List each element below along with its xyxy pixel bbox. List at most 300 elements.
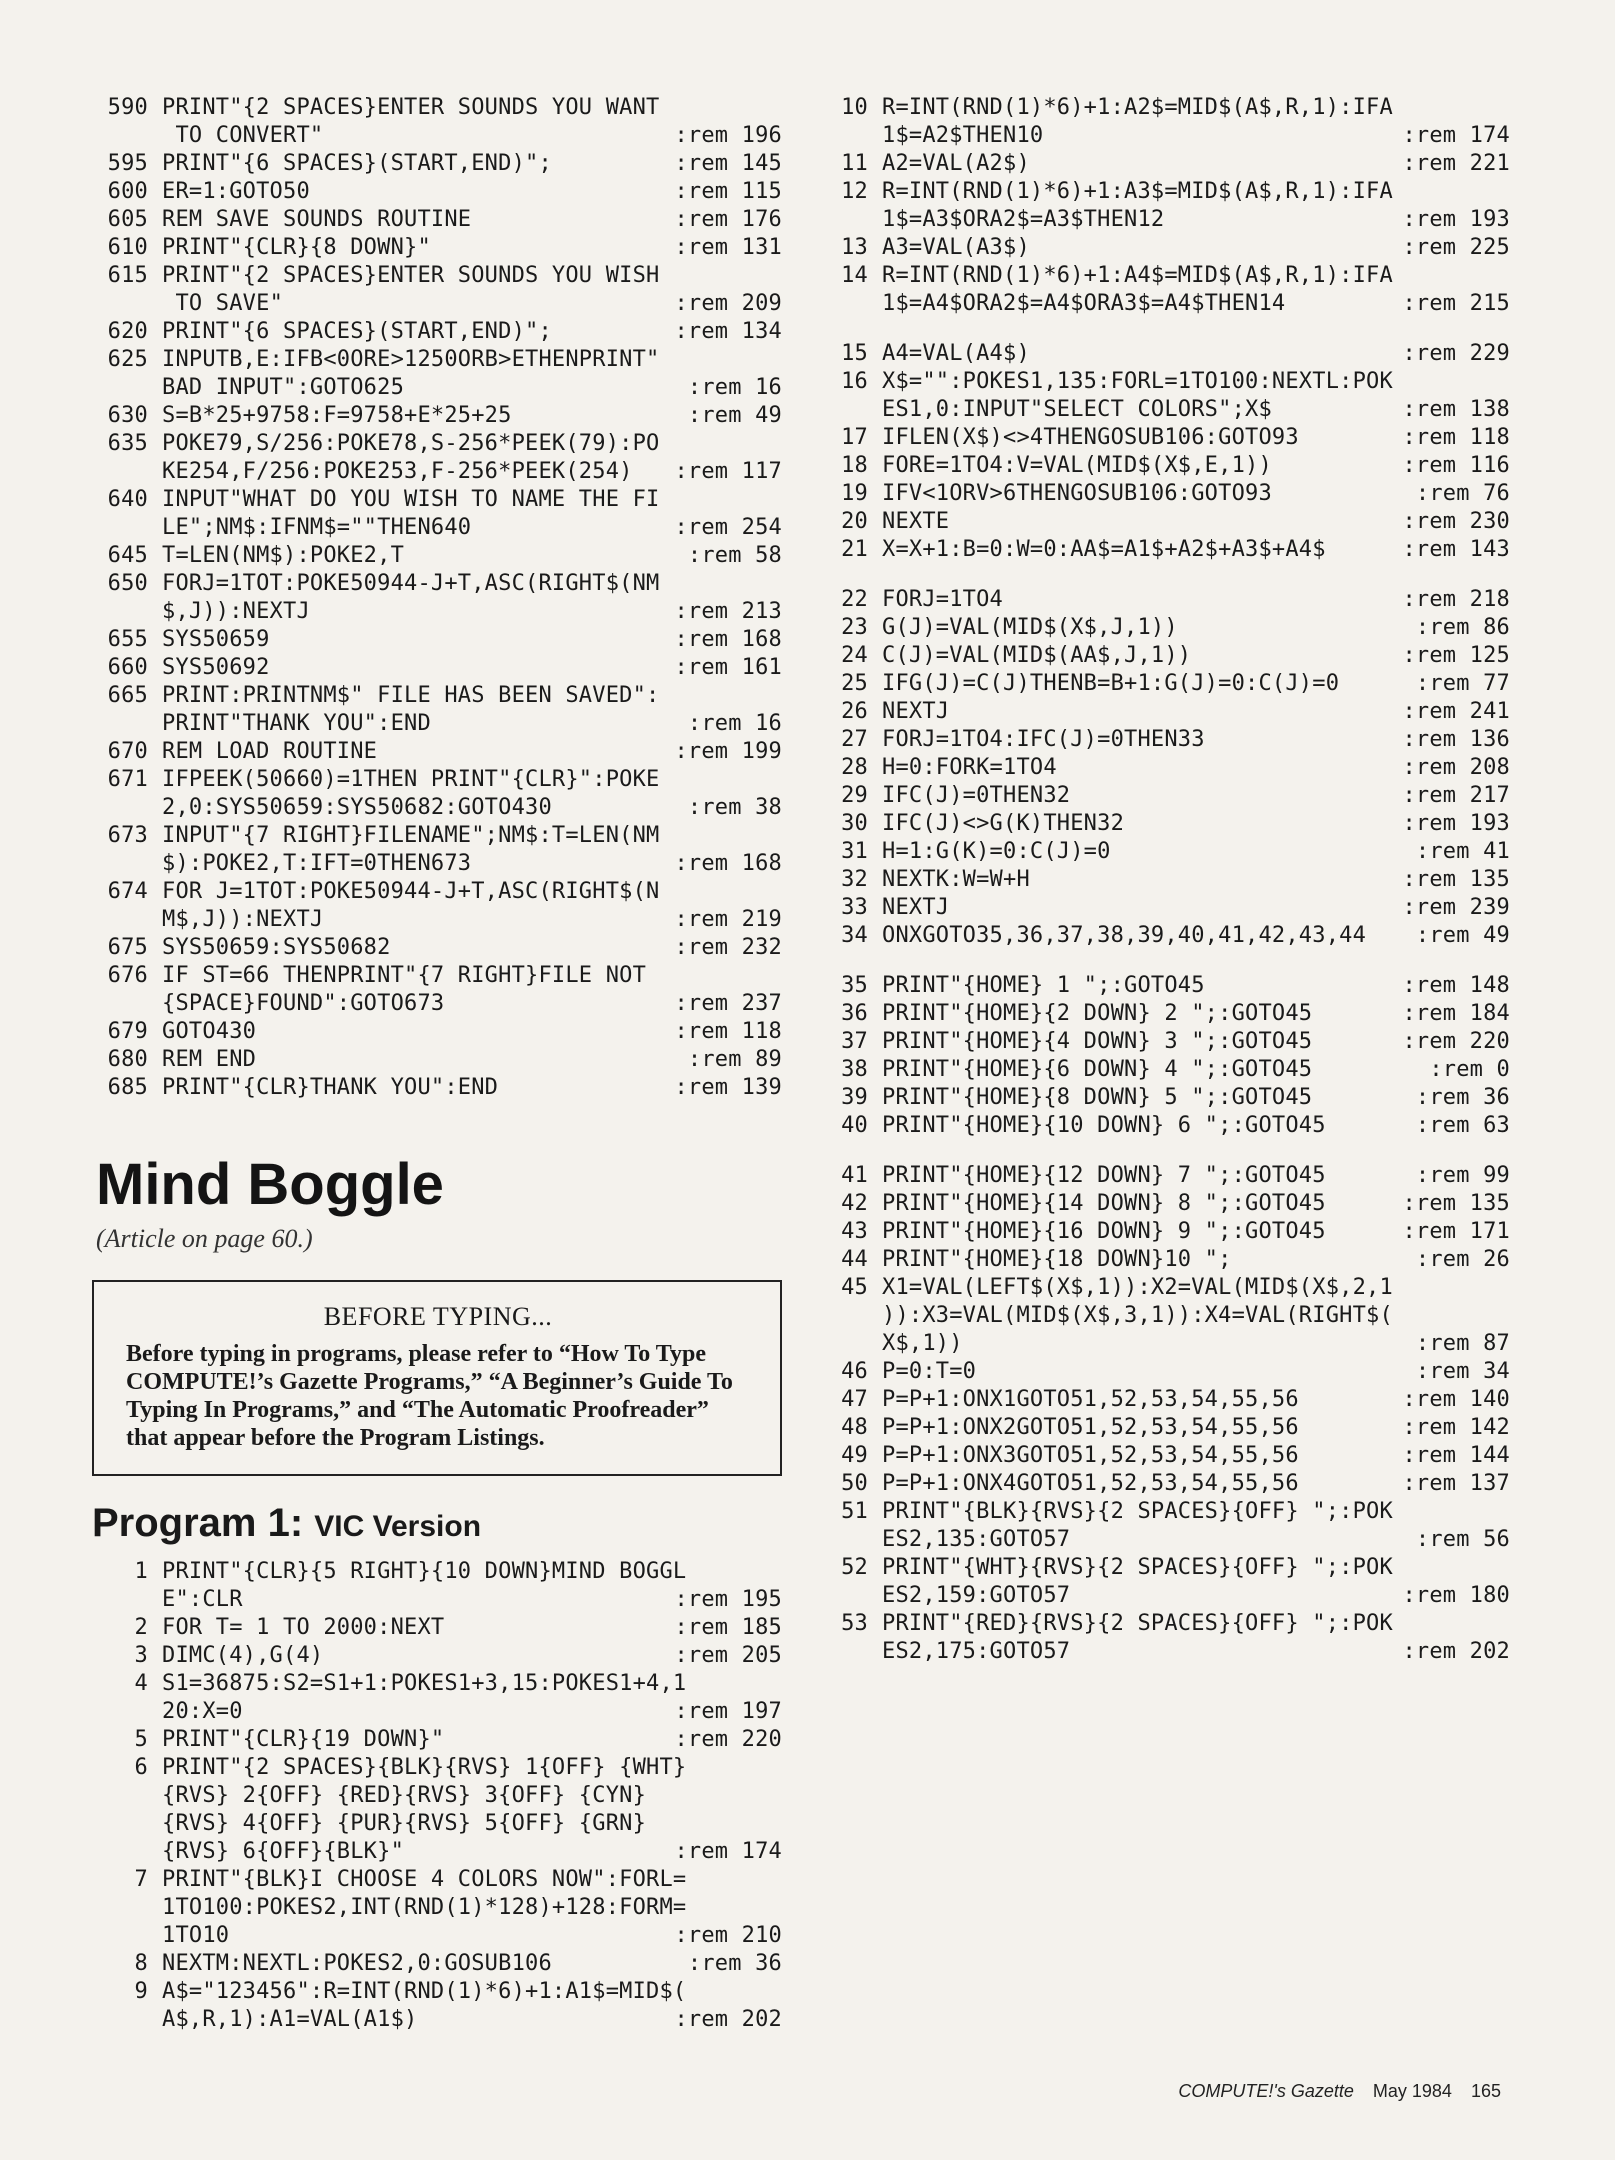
line-number: 665 (107, 683, 148, 708)
line-number: 24 (841, 643, 868, 668)
code-line (820, 810, 1510, 838)
checksum-rem: :rem 58 (680, 542, 782, 570)
line-number: 16 (841, 369, 868, 394)
line-number: 10 (841, 95, 868, 120)
checksum-rem: :rem 168 (666, 626, 782, 654)
code-line (820, 614, 1510, 642)
checksum-rem: :rem 225 (1394, 234, 1510, 262)
code-text: FORJ=1TO4 (882, 587, 1004, 612)
checksum-rem: :rem 202 (666, 2006, 782, 2034)
line-number: 650 (107, 571, 148, 596)
code-line (820, 586, 1510, 614)
line-number: 590 (107, 95, 148, 120)
line-number: 645 (107, 543, 148, 568)
code-text: PRINT"{2 SPACES}ENTER SOUNDS YOU WANT TO CONVERT" (162, 95, 660, 148)
checksum-rem: :rem 254 (666, 514, 782, 542)
code-line (92, 934, 782, 962)
code-text: INPUTB,E:IFB<0ORE>1250ORB>ETHENPRINT" BAD INPUT":GOTO625 (162, 347, 660, 400)
code-line (92, 318, 782, 346)
line-number: 52 (841, 1555, 868, 1580)
footer-page-number: 165 (1470, 2081, 1501, 2101)
code-line (92, 626, 782, 654)
code-line (92, 822, 782, 878)
code-text: H=0:FORK=1TO4 (882, 755, 1057, 780)
code-line (92, 682, 782, 738)
checksum-rem: :rem 49 (1408, 922, 1510, 950)
checksum-rem: :rem 131 (666, 234, 782, 262)
code-text: P=0:T=0 (882, 1359, 977, 1384)
code-line (820, 1190, 1510, 1218)
line-number: 620 (107, 319, 148, 344)
code-line (820, 754, 1510, 782)
code-text: REM SAVE SOUNDS ROUTINE (162, 207, 472, 232)
before-typing-box (92, 1280, 782, 1476)
code-line (92, 430, 782, 486)
code-text: ONXGOTO35,36,37,38,39,40,41,42,43,44 (882, 923, 1367, 948)
code-text: A2=VAL(A2$) (882, 151, 1030, 176)
line-number: 27 (841, 727, 868, 752)
code-line (92, 150, 782, 178)
checksum-rem: :rem 138 (1394, 396, 1510, 424)
code-line (820, 1358, 1510, 1386)
code-line (92, 878, 782, 934)
checksum-rem: :rem 136 (1394, 726, 1510, 754)
code-line (92, 1046, 782, 1074)
line-number: 615 (107, 263, 148, 288)
code-text: A4=VAL(A4$) (882, 341, 1030, 366)
checksum-rem: :rem 215 (1394, 290, 1510, 318)
line-number: 676 (107, 963, 148, 988)
checksum-rem: :rem 199 (666, 738, 782, 766)
line-number: 15 (841, 341, 868, 366)
checksum-rem: :rem 232 (666, 934, 782, 962)
checksum-rem: :rem 239 (1394, 894, 1510, 922)
code-text: PRINT"{2 SPACES}{BLK}{RVS} 1{OFF} {WHT} {RVS} 2{OFF} {RED}{RVS} 3{OFF} {CYN} {RVS} 4{OFF} {PUR}{RVS} 5{OFF} {GRN} {RVS} 6{OFF}{BLK}" (162, 1755, 687, 1864)
code-text: R=INT(RND(1)*6)+1:A3$=MID$(A$,R,1):IFA 1$=A3$ORA2$=A3$THEN12 (882, 179, 1393, 232)
code-line (92, 1074, 782, 1102)
code-line (820, 922, 1510, 950)
code-text: NEXTJ (882, 895, 950, 920)
line-number: 33 (841, 895, 868, 920)
line-number: 44 (841, 1247, 868, 1272)
code-text: R=INT(RND(1)*6)+1:A2$=MID$(A$,R,1):IFA 1$=A2$THEN10 (882, 95, 1393, 148)
checksum-rem: :rem 202 (1394, 1638, 1510, 1666)
code-text: FORJ=1TOT:POKE50944-J+T,ASC(RIGHT$(NM $,J)):NEXTJ (162, 571, 660, 624)
line-number: 28 (841, 755, 868, 780)
code-text: INPUT"{7 RIGHT}FILENAME";NM$:T=LEN(NM $):POKE2,T:IFT=0THEN673 (162, 823, 660, 876)
line-number: 31 (841, 839, 868, 864)
checksum-rem: :rem 145 (666, 150, 782, 178)
code-line (92, 570, 782, 626)
code-text: FOR T= 1 TO 2000:NEXT (162, 1615, 445, 1640)
line-number: 5 (134, 1727, 148, 1752)
line-number: 625 (107, 347, 148, 372)
code-line (820, 642, 1510, 670)
checksum-rem: :rem 38 (680, 794, 782, 822)
line-number: 4 (134, 1671, 148, 1696)
code-text: NEXTM:NEXTL:POKES2,0:GOSUB106 (162, 1951, 552, 1976)
code-line (820, 1056, 1510, 1084)
code-text: FORE=1TO4:V=VAL(MID$(X$,E,1)) (882, 453, 1272, 478)
checksum-rem: :rem 36 (1408, 1084, 1510, 1112)
code-text: P=P+1:ONX3GOTO51,52,53,54,55,56 (882, 1443, 1299, 1468)
code-text: SYS50659 (162, 627, 270, 652)
code-text: PRINT"{6 SPACES}(START,END)"; (162, 319, 552, 344)
code-line (820, 1386, 1510, 1414)
checksum-rem: :rem 139 (666, 1074, 782, 1102)
code-text: PRINT"{WHT}{RVS}{2 SPACES}{OFF} ";:POK ES2,159:GOTO57 (882, 1555, 1393, 1608)
code-line (92, 766, 782, 822)
checksum-rem: :rem 140 (1394, 1386, 1510, 1414)
code-line (92, 346, 782, 402)
code-text: REM LOAD ROUTINE (162, 739, 378, 764)
code-text: IFG(J)=C(J)THENB=B+1:G(J)=0:C(J)=0 (882, 671, 1340, 696)
line-number: 685 (107, 1075, 148, 1100)
line-number: 34 (841, 923, 868, 948)
checksum-rem: :rem 174 (666, 1838, 782, 1866)
code-line (92, 1754, 782, 1866)
code-line (92, 654, 782, 682)
footer-issue: May 1984 (1372, 2081, 1452, 2101)
line-number: 3 (134, 1643, 148, 1668)
code-text: H=1:G(K)=0:C(J)=0 (882, 839, 1111, 864)
article-page-reference: (Article on page 60.) (96, 1224, 313, 1253)
code-text: P=P+1:ONX1GOTO51,52,53,54,55,56 (882, 1387, 1299, 1412)
code-text: P=P+1:ONX4GOTO51,52,53,54,55,56 (882, 1471, 1299, 1496)
code-text: PRINT"{HOME}{14 DOWN} 8 ";:GOTO45 (882, 1191, 1326, 1216)
checksum-rem: :rem 209 (666, 290, 782, 318)
checksum-rem: :rem 116 (1394, 452, 1510, 480)
checksum-rem: :rem 176 (666, 206, 782, 234)
line-number: 50 (841, 1471, 868, 1496)
code-line (820, 1084, 1510, 1112)
code-text: GOTO430 (162, 1019, 257, 1044)
code-text: X$="":POKES1,135:FORL=1TO100:NEXTL:POK ES1,0:INPUT"SELECT COLORS";X$ (882, 369, 1393, 422)
code-line (92, 262, 782, 318)
line-number: 605 (107, 207, 148, 232)
line-number: 47 (841, 1387, 868, 1412)
line-number: 674 (107, 879, 148, 904)
code-text: PRINT"{HOME}{6 DOWN} 4 ";:GOTO45 (882, 1057, 1313, 1082)
checksum-rem: :rem 34 (1408, 1358, 1510, 1386)
code-line (92, 1642, 782, 1670)
code-text: IFPEEK(50660)=1THEN PRINT"{CLR}":POKE 2,0:SYS50659:SYS50682:GOTO430 (162, 767, 660, 820)
code-text: PRINT"{HOME}{16 DOWN} 9 ";:GOTO45 (882, 1219, 1326, 1244)
checksum-rem: :rem 0 (1421, 1056, 1510, 1084)
checksum-rem: :rem 205 (666, 1642, 782, 1670)
code-line (820, 670, 1510, 698)
code-line (820, 1442, 1510, 1470)
line-number: 51 (841, 1499, 868, 1524)
checksum-rem: :rem 221 (1394, 150, 1510, 178)
line-number: 660 (107, 655, 148, 680)
line-number: 610 (107, 235, 148, 260)
code-text: PRINT"{HOME}{12 DOWN} 7 ";:GOTO45 (882, 1163, 1326, 1188)
code-line (820, 262, 1510, 318)
line-number: 39 (841, 1085, 868, 1110)
code-text: IFV<1ORV>6THENGOSUB106:GOTO93 (882, 481, 1272, 506)
right-column (820, 94, 1510, 1666)
line-number: 45 (841, 1275, 868, 1300)
checksum-rem: :rem 87 (1408, 1330, 1510, 1358)
code-text: G(J)=VAL(MID$(X$,J,1)) (882, 615, 1178, 640)
code-text: PRINT"{CLR}{19 DOWN}" (162, 1727, 445, 1752)
checksum-rem: :rem 135 (1394, 866, 1510, 894)
checksum-rem: :rem 193 (1394, 206, 1510, 234)
code-line (92, 1866, 782, 1950)
footer-publication: COMPUTE!'s Gazette (1178, 2081, 1354, 2101)
checksum-rem: :rem 193 (1394, 810, 1510, 838)
code-line (92, 1950, 782, 1978)
code-text: FOR J=1TOT:POKE50944-J+T,ASC(RIGHT$(N M$,J)):NEXTJ (162, 879, 660, 932)
code-line (92, 94, 782, 150)
code-text: ER=1:GOTO50 (162, 179, 310, 204)
code-text: PRINT"{CLR}{8 DOWN}" (162, 235, 431, 260)
code-text: POKE79,S/256:POKE78,S-256*PEEK(79):PO KE254,F/256:POKE253,F-256*PEEK(254) (162, 431, 660, 484)
code-text: R=INT(RND(1)*6)+1:A4$=MID$(A$,R,1):IFA 1$=A4$ORA2$=A4$ORA3$=A4$THEN14 (882, 263, 1393, 316)
line-number: 41 (841, 1163, 868, 1188)
program1-listing-continued (820, 94, 1510, 1666)
checksum-rem: :rem 195 (666, 1586, 782, 1614)
code-line (820, 452, 1510, 480)
code-line (92, 738, 782, 766)
code-line (820, 536, 1510, 564)
checksum-rem: :rem 26 (1408, 1246, 1510, 1274)
checksum-rem: :rem 148 (1394, 972, 1510, 1000)
line-number: 38 (841, 1057, 868, 1082)
checksum-rem: :rem 99 (1408, 1162, 1510, 1190)
checksum-rem: :rem 196 (666, 122, 782, 150)
code-line (820, 1554, 1510, 1610)
code-text: INPUT"WHAT DO YOU WISH TO NAME THE FI LE";NM$:IFNM$=""THEN640 (162, 487, 660, 540)
code-line (820, 424, 1510, 452)
code-line (820, 1414, 1510, 1442)
code-line (92, 1558, 782, 1614)
checksum-rem: :rem 230 (1394, 508, 1510, 536)
code-line (820, 1470, 1510, 1498)
code-line (820, 340, 1510, 368)
line-number: 40 (841, 1113, 868, 1138)
code-line (820, 894, 1510, 922)
line-number: 671 (107, 767, 148, 792)
code-line (92, 234, 782, 262)
code-line (820, 782, 1510, 810)
code-text: PRINT"{RED}{RVS}{2 SPACES}{OFF} ";:POK ES2,175:GOTO57 (882, 1611, 1393, 1664)
checksum-rem: :rem 77 (1408, 670, 1510, 698)
checksum-rem: :rem 142 (1394, 1414, 1510, 1442)
code-line (820, 1218, 1510, 1246)
code-text: NEXTK:W=W+H (882, 867, 1030, 892)
code-line (92, 542, 782, 570)
code-text: REM END (162, 1047, 257, 1072)
code-line (820, 234, 1510, 262)
line-number: 670 (107, 739, 148, 764)
line-number: 42 (841, 1191, 868, 1216)
code-line (820, 1246, 1510, 1274)
checksum-rem: :rem 213 (666, 598, 782, 626)
code-line (820, 1610, 1510, 1666)
checksum-rem: :rem 76 (1408, 480, 1510, 508)
checksum-rem: :rem 41 (1408, 838, 1510, 866)
code-text: FORJ=1TO4:IFC(J)=0THEN33 (882, 727, 1205, 752)
code-text: PRINT:PRINTNM$" FILE HAS BEEN SAVED": PRINT"THANK YOU":END (162, 683, 660, 736)
line-number: 679 (107, 1019, 148, 1044)
code-line (820, 838, 1510, 866)
code-line (820, 1162, 1510, 1190)
line-number: 630 (107, 403, 148, 428)
program-listing-continued (92, 94, 782, 1102)
code-text: PRINT"{BLK}{RVS}{2 SPACES}{OFF} ";:POK ES2,135:GOTO57 (882, 1499, 1393, 1552)
line-number: 17 (841, 425, 868, 450)
line-number: 46 (841, 1359, 868, 1384)
code-text: P=P+1:ONX2GOTO51,52,53,54,55,56 (882, 1415, 1299, 1440)
code-text: PRINT"{BLK}I CHOOSE 4 COLORS NOW":FORL= 1TO100:POKES2,INT(RND(1)*128)+128:FORM= 1TO10 (162, 1867, 687, 1948)
checksum-rem: :rem 135 (1394, 1190, 1510, 1218)
checksum-rem: :rem 118 (1394, 424, 1510, 452)
line-number: 6 (134, 1755, 148, 1780)
box-text: Before typing in programs, please refer to “How To Type COMPUTE!’s Gazette Programs,” “A Beginner’s Guide To Typing In Programs,” and “The Automatic Proofreader” that appear before the Program Listings. (126, 1341, 733, 1451)
line-number: 595 (107, 151, 148, 176)
code-text: PRINT"{HOME}{10 DOWN} 6 ";:GOTO45 (882, 1113, 1326, 1138)
code-text: IF ST=66 THENPRINT"{7 RIGHT}FILE NOT {SPACE}FOUND":GOTO673 (162, 963, 647, 1016)
checksum-rem: :rem 168 (666, 850, 782, 878)
program-version: VIC Version (314, 1510, 482, 1543)
code-text: DIMC(4),G(4) (162, 1643, 324, 1668)
line-number: 640 (107, 487, 148, 512)
code-line (820, 368, 1510, 424)
code-line (820, 698, 1510, 726)
code-line (92, 1978, 782, 2034)
line-number: 13 (841, 235, 868, 260)
checksum-rem: :rem 137 (1394, 1470, 1510, 1498)
code-text: IFC(J)<>G(K)THEN32 (882, 811, 1125, 836)
checksum-rem: :rem 217 (1394, 782, 1510, 810)
code-text: A3=VAL(A3$) (882, 235, 1030, 260)
code-text: IFLEN(X$)<>4THENGOSUB106:GOTO93 (882, 425, 1299, 450)
code-line (820, 1274, 1510, 1358)
code-text: X1=VAL(LEFT$(X$,1)):X2=VAL(MID$(X$,2,1 )):X3=VAL(MID$(X$,3,1)):X4=VAL(RIGHT$( X$,1)) (882, 1275, 1393, 1356)
line-number: 9 (134, 1979, 148, 2004)
checksum-rem: :rem 218 (1394, 586, 1510, 614)
code-text: PRINT"{6 SPACES}(START,END)"; (162, 151, 552, 176)
line-number: 11 (841, 151, 868, 176)
code-line (92, 178, 782, 206)
line-number: 20 (841, 509, 868, 534)
code-text: PRINT"{HOME}{8 DOWN} 5 ";:GOTO45 (882, 1085, 1313, 1110)
line-number: 18 (841, 453, 868, 478)
left-column (92, 94, 782, 2034)
checksum-rem: :rem 171 (1394, 1218, 1510, 1246)
checksum-rem: :rem 125 (1394, 642, 1510, 670)
checksum-rem: :rem 220 (666, 1726, 782, 1754)
code-line (820, 726, 1510, 754)
line-number: 32 (841, 867, 868, 892)
code-text: X=X+1:B=0:W=0:AA$=A1$+A2$+A3$+A4$ (882, 537, 1326, 562)
code-line (92, 1670, 782, 1726)
code-line (92, 486, 782, 542)
line-number: 12 (841, 179, 868, 204)
line-number: 26 (841, 699, 868, 724)
code-line (820, 150, 1510, 178)
checksum-rem: :rem 174 (1394, 122, 1510, 150)
code-text: PRINT"{HOME}{4 DOWN} 3 ";:GOTO45 (882, 1029, 1313, 1054)
line-number: 600 (107, 179, 148, 204)
line-number: 37 (841, 1029, 868, 1054)
checksum-rem: :rem 118 (666, 1018, 782, 1046)
code-text: NEXTE (882, 509, 950, 534)
checksum-rem: :rem 219 (666, 906, 782, 934)
checksum-rem: :rem 143 (1394, 536, 1510, 564)
checksum-rem: :rem 161 (666, 654, 782, 682)
code-text: SYS50659:SYS50682 (162, 935, 391, 960)
code-text: PRINT"{HOME}{2 DOWN} 2 ";:GOTO45 (882, 1001, 1313, 1026)
checksum-rem: :rem 144 (1394, 1442, 1510, 1470)
checksum-rem: :rem 180 (1394, 1582, 1510, 1610)
line-number: 35 (841, 973, 868, 998)
line-number: 30 (841, 811, 868, 836)
code-text: S1=36875:S2=S1+1:POKES1+3,15:POKES1+4,1 20:X=0 (162, 1671, 687, 1724)
checksum-rem: :rem 185 (666, 1614, 782, 1642)
checksum-rem: :rem 49 (680, 402, 782, 430)
line-number: 7 (134, 1867, 148, 1892)
checksum-rem: :rem 89 (680, 1046, 782, 1074)
code-text: NEXTJ (882, 699, 950, 724)
checksum-rem: :rem 16 (680, 374, 782, 402)
checksum-rem: :rem 16 (680, 710, 782, 738)
line-number: 635 (107, 431, 148, 456)
article-title: Mind Boggle (96, 1152, 444, 1217)
checksum-rem: :rem 197 (666, 1698, 782, 1726)
line-number: 8 (134, 1951, 148, 1976)
program1-listing (92, 1558, 782, 2034)
line-number: 673 (107, 823, 148, 848)
code-line (820, 972, 1510, 1000)
checksum-rem: :rem 56 (1408, 1526, 1510, 1554)
code-text: PRINT"{HOME}{18 DOWN}10 "; (882, 1247, 1232, 1272)
code-line (820, 508, 1510, 536)
line-number: 680 (107, 1047, 148, 1072)
checksum-rem: :rem 208 (1394, 754, 1510, 782)
line-number: 14 (841, 263, 868, 288)
code-line (820, 1112, 1510, 1140)
code-text: T=LEN(NM$):POKE2,T (162, 543, 405, 568)
line-number: 675 (107, 935, 148, 960)
code-text: S=B*25+9758:F=9758+E*25+25 (162, 403, 512, 428)
code-line (92, 206, 782, 234)
line-number: 53 (841, 1611, 868, 1636)
checksum-rem: :rem 184 (1394, 1000, 1510, 1028)
line-number: 29 (841, 783, 868, 808)
code-line (820, 480, 1510, 508)
line-number: 36 (841, 1001, 868, 1026)
code-line (820, 178, 1510, 234)
code-text: PRINT"{CLR}{5 RIGHT}{10 DOWN}MIND BOGGL E":CLR (162, 1559, 687, 1612)
code-text: PRINT"{HOME} 1 ";:GOTO45 (882, 973, 1205, 998)
code-text: C(J)=VAL(MID$(AA$,J,1)) (882, 643, 1192, 668)
checksum-rem: :rem 115 (666, 178, 782, 206)
line-number: 49 (841, 1443, 868, 1468)
code-line (92, 1726, 782, 1754)
line-number: 2 (134, 1615, 148, 1640)
code-line (92, 1018, 782, 1046)
checksum-rem: :rem 36 (680, 1950, 782, 1978)
code-line (92, 1614, 782, 1642)
program-heading (92, 1500, 782, 1550)
page-footer (1178, 2081, 1501, 2102)
code-line (92, 402, 782, 430)
line-number: 23 (841, 615, 868, 640)
code-text: IFC(J)=0THEN32 (882, 783, 1071, 808)
